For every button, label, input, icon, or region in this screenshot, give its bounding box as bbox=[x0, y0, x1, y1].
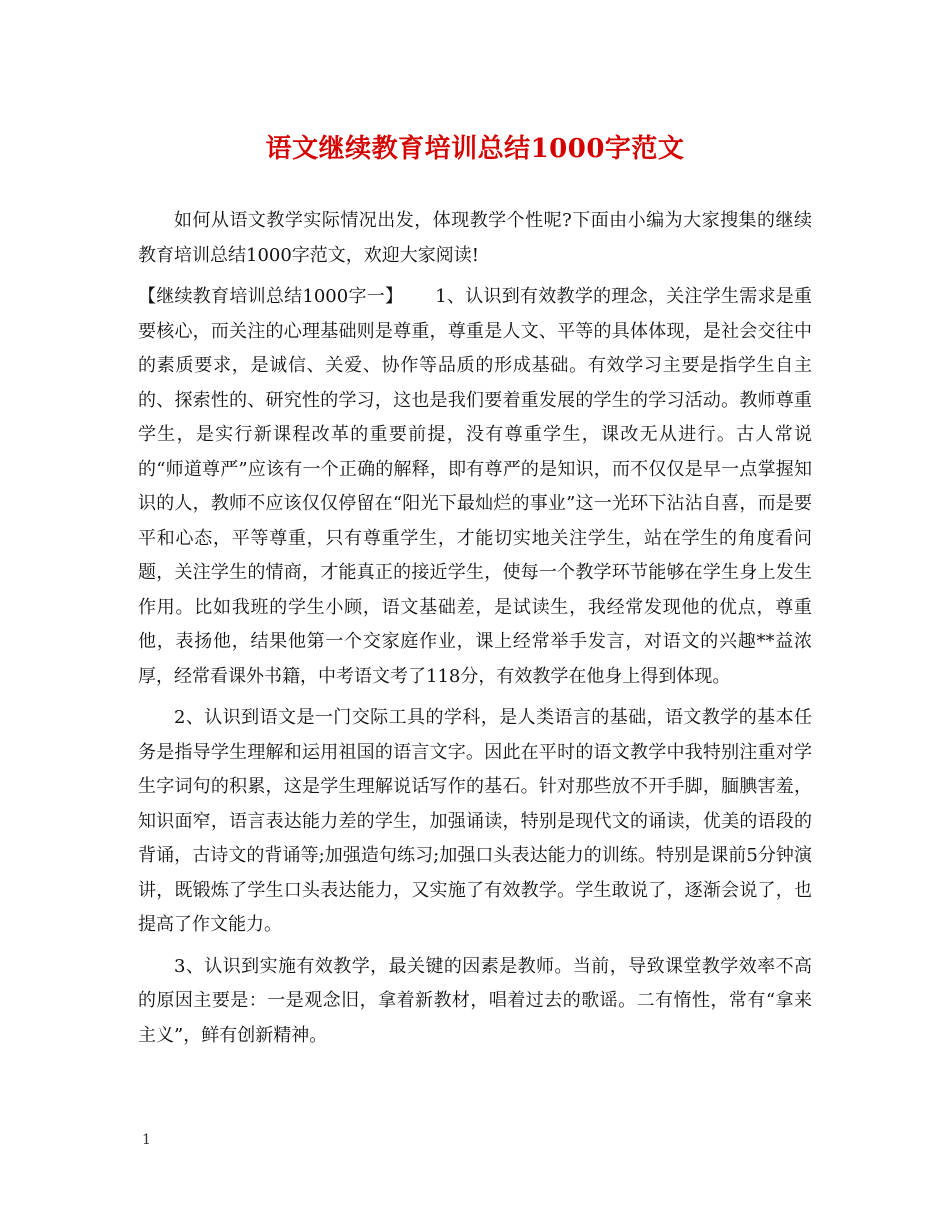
section-paragraph-1 bbox=[138, 280, 812, 694]
document-body bbox=[138, 204, 812, 1060]
paragraph-1-text: 1、认识到有效教学的理念，关注学生需求是重要核心，而关注的心理基础则是尊重，尊重是人文、平等的具体体现，是社会交往中的素质要求，是诚信、关爱、协作等品质的形成基础。有效学习主要是指学生自主的、探索性的、研究性的学习，这也是我们要着重发展的学生的学习活动。教师尊重学生，是实行新课程改革的重要前提，没有尊重学生，课改无从进行。古人常说的“师道尊严”应该有一个正确的解释，即有尊严的是知识，而不仅仅是早一点掌握知识的人，教师不应该仅仅停留在“阳光下最灿烂的事业”这一光环下沾沾自喜，而是要平和心态，平等尊重，只有尊重学生，才能切实地关注学生，站在学生的角度看问题，关注学生的情商，才能真正的接近学生，使每一个教学环节能够在学生身上发生作用。比如我班的学生小顾，语文基础差，是试读生，我经常发现他的优点，尊重他，表扬他，结果他第一个交家庭作业，课上经常举手发言，对语文的兴趣**益浓厚，经常看课外书籍，中考语文考了118分，有效教学在他身上得到体现。 bbox=[138, 286, 812, 687]
paragraph-2: 2、认识到语文是一门交际工具的学科，是人类语言的基础，语文教学的基本任务是指导学生理解和运用祖国的语言文字。因此在平时的语文教学中我特别注重对学生字词句的积累，这是学生理解说话写作的基石。针对那些放不开手脚，腼腆害羞，知识面窄，语言表达能力差的学生，加强诵读，特别是现代文的诵读，优美的语段的背诵，古诗文的背诵等;加强造句练习;加强口头表达能力的训练。特别是课前5分钟演讲，既锻炼了学生口头表达能力，又实施了有效教学。学生敢说了，逐渐会说了，也提高了作文能力。 bbox=[138, 707, 812, 935]
paragraph-3: 3、认识到实施有效教学，最关键的因素是教师。当前，导致课堂教学效率不高的原因主要是：一是观念旧，拿着新教材，唱着过去的歌谣。二有惰性，常有“拿来主义”，鲜有创新精神。 bbox=[138, 955, 812, 1046]
section-heading: 【继续教育培训总结1000字一】 bbox=[138, 286, 404, 307]
intro-paragraph: 如何从语文教学实际情况出发，体现教学个性呢?下面由小编为大家搜集的继续教育培训总结1000字范文，欢迎大家阅读! bbox=[138, 210, 812, 266]
document-title: 语文继续教育培训总结1000字范文 bbox=[265, 134, 685, 164]
page-number: 1 bbox=[142, 1132, 151, 1148]
